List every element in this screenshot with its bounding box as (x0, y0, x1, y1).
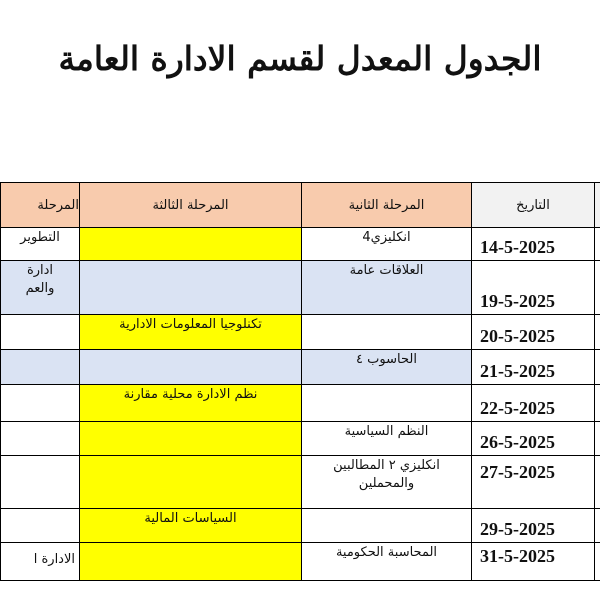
row4-stage4 (1, 350, 80, 385)
row1-stage3 (80, 228, 302, 261)
row2-stage2: العلاقات عامة (302, 261, 472, 315)
header-edge (595, 183, 600, 228)
row6-date: 26-5-2025 (472, 422, 595, 456)
row9-stage2: المحاسبة الحكومية (302, 543, 472, 581)
row2-edge (595, 261, 600, 315)
row8-stage3: السياسات المالية (80, 509, 302, 543)
row7-stage3 (80, 456, 302, 509)
row4-edge (595, 350, 600, 385)
row6-stage3 (80, 422, 302, 456)
row8-stage2 (302, 509, 472, 543)
row7-date: 27-5-2025 (472, 456, 595, 509)
page-title: الجدول المعدل لقسم الادارة العامة (58, 39, 542, 78)
row1-date: 14-5-2025 (472, 228, 595, 261)
row2-date: 19-5-2025 (472, 261, 595, 315)
row8-edge (595, 509, 600, 543)
row5-date: 22-5-2025 (472, 385, 595, 422)
header-stage4: المرحلة (1, 183, 80, 228)
row4-stage3 (80, 350, 302, 385)
row8-stage4 (1, 509, 80, 543)
row2-stage3 (80, 261, 302, 315)
row3-date: 20-5-2025 (472, 315, 595, 350)
row5-edge (595, 385, 600, 422)
header-stage3: المرحلة الثالثة (80, 183, 302, 228)
row4-stage2: الحاسوب ٤ (302, 350, 472, 385)
row7-stage4 (1, 456, 80, 509)
exam-schedule-table (0, 182, 600, 581)
row4-date: 21-5-2025 (472, 350, 595, 385)
row9-edge (595, 543, 600, 581)
row7-stage2: انكليزي ٢ المطالبين والمحملين (302, 456, 472, 509)
row5-stage4 (1, 385, 80, 422)
row9-stage3 (80, 543, 302, 581)
row3-stage4 (1, 315, 80, 350)
row1-stage4: التطوير (1, 228, 80, 261)
row5-stage2 (302, 385, 472, 422)
row7-edge (595, 456, 600, 509)
row2-stage4: ادارة والعم (1, 261, 80, 315)
row1-edge (595, 228, 600, 261)
row5-stage3: نظم الادارة محلية مقارنة (80, 385, 302, 422)
row3-stage2 (302, 315, 472, 350)
header-stage2: المرحلة الثانية (302, 183, 472, 228)
row6-edge (595, 422, 600, 456)
row6-stage4 (1, 422, 80, 456)
row9-stage4: الادارة ا (1, 543, 80, 581)
row3-stage3: تكنلوجيا المعلومات الادارية (80, 315, 302, 350)
row1-stage2: انكليزي4 (302, 228, 472, 261)
row9-date: 31-5-2025 (472, 543, 595, 581)
row8-date: 29-5-2025 (472, 509, 595, 543)
row6-stage2: النظم السياسية (302, 422, 472, 456)
row3-edge (595, 315, 600, 350)
header-date: التاريخ (472, 183, 595, 228)
